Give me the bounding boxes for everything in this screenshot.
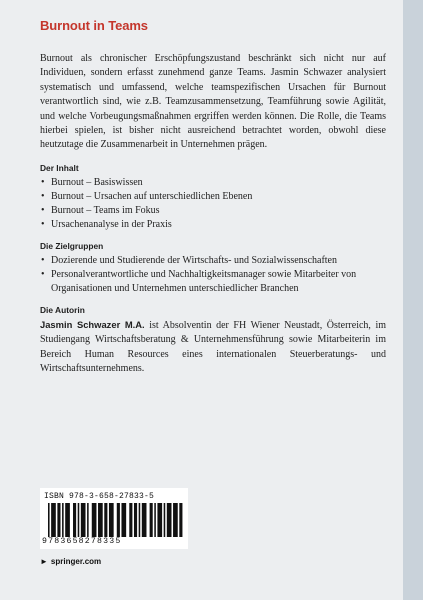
barcode-stripe <box>109 503 114 537</box>
barcode-stripe <box>150 503 153 537</box>
barcode-stripe <box>98 503 103 537</box>
barcode-stripe <box>117 503 120 537</box>
list-item: • Burnout – Ursachen auf unterschiedlichen Ebenen <box>41 190 253 202</box>
barcode-stripe <box>167 503 172 537</box>
barcode-stripe <box>57 503 60 537</box>
barcode-stripe <box>65 503 70 537</box>
barcode <box>40 488 188 549</box>
list-item: • Burnout – Basiswissen <box>41 176 143 188</box>
content-column <box>40 18 386 376</box>
bullet-icon: • <box>41 204 45 216</box>
author-description: ist Absolventin der FH Wiener Neustadt, Österreich, im Studiengang Wirtschaftsberatung & Unternehmensführung sowie Mitarbeiterin im Bereich Human Resources eines internationalen Steuerberatungs- und Wirtschaftsunternehmens. <box>40 319 387 375</box>
barcode-stripe <box>48 503 50 537</box>
bullet-icon: • <box>41 254 45 266</box>
author-name: Jasmin Schwazer M.A. <box>40 318 145 330</box>
list-item: • Ursachenanalyse in der Praxis <box>41 218 172 230</box>
barcode-stripe <box>73 503 76 537</box>
barcode-stripe <box>164 503 166 537</box>
barcode-number: 9783658278335 <box>42 537 122 546</box>
inhalt-heading: Der Inhalt <box>40 162 79 173</box>
barcode-stripe <box>78 503 80 537</box>
zielgruppen-list <box>40 254 386 296</box>
spine-strip <box>403 0 423 600</box>
arrow-icon: ► <box>40 557 48 566</box>
barcode-stripe <box>157 503 162 537</box>
barcode-stripe <box>134 503 137 537</box>
list-item: • Personalverantwortliche und Nachhaltigkeitsmanager sowie Mitarbeiter von Organisationen und Unternehmen unterschiedlicher Branchen <box>41 268 357 294</box>
barcode-stripe <box>121 503 126 537</box>
barcode-stripe <box>87 503 89 537</box>
list-item: • Dozierende und Studierende der Wirtschafts- und Sozialwissenschaften <box>41 254 337 266</box>
bullet-icon: • <box>41 176 45 188</box>
barcode-stripe <box>173 503 178 537</box>
barcode-stripe <box>142 503 147 537</box>
barcode-stripe <box>179 503 182 537</box>
isbn-label: ISBN 978-3-658-27833-5 <box>44 492 155 501</box>
bullet-icon: • <box>41 268 45 280</box>
barcode-stripe <box>62 503 64 537</box>
publisher-url: springer.com <box>50 557 102 566</box>
book-title: Burnout in Teams <box>40 18 148 33</box>
inhalt-list <box>40 176 386 232</box>
barcode-stripe <box>139 503 141 537</box>
barcode-stripe <box>104 503 107 537</box>
autorin-heading: Die Autorin <box>40 304 85 315</box>
barcode-bars <box>48 503 184 537</box>
intro-paragraph: Burnout als chronischer Erschöpfungszustand beschränkt sich nicht nur auf Individuen, sondern erfasst zunehmend ganze Teams. Jasmin Schwazer analysiert systematisch und umfassend, welche teamspezifischen Ursachen für Burnout verantwortlich sind, wie z.B. Teamzusammensetzung, Teamführung sowie Agilität, und welche Vorbeugungsmaßnahmen ergriffen werden können. Die Rolle, die Teams hierbei spielen, ist bisher nicht ausreichend betrachtet worden, obwohl diese heutzutage die Zusammenarbeit in Unternehmen prägen. <box>40 53 386 151</box>
author-bio <box>40 318 386 377</box>
zielgruppen-heading: Die Zielgruppen <box>40 240 104 251</box>
list-item: • Burnout – Teams im Fokus <box>41 204 160 216</box>
bullet-icon: • <box>41 190 45 202</box>
barcode-stripe <box>51 503 56 537</box>
barcode-stripe <box>81 503 86 537</box>
publisher-link[interactable] <box>40 557 101 566</box>
barcode-stripe <box>92 503 97 537</box>
bullet-icon: • <box>41 218 45 230</box>
barcode-stripe <box>129 503 132 537</box>
barcode-stripe <box>154 503 156 537</box>
